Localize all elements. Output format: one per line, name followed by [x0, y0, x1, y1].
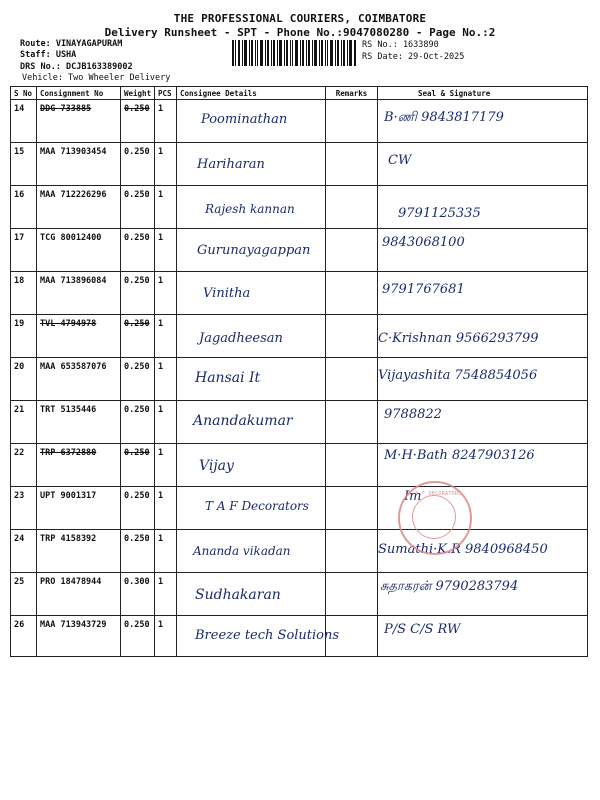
- row-pcs: 1: [155, 143, 177, 186]
- table-header-row: [11, 87, 588, 100]
- row-consignee: [177, 573, 326, 616]
- row-consignment: TRT 5135446: [37, 401, 121, 444]
- table-row: [11, 315, 588, 358]
- table-row: [11, 616, 588, 657]
- consignee-name: Anandakumar: [193, 413, 293, 429]
- receiver-signature: 9788822: [384, 407, 442, 422]
- receiver-signature: P/S C/S RW: [384, 622, 461, 637]
- row-sno: 23: [11, 487, 37, 530]
- row-seal: [378, 315, 588, 358]
- row-consignee: [177, 143, 326, 186]
- row-pcs: 1: [155, 229, 177, 272]
- row-consignment: MAA 713896084: [37, 272, 121, 315]
- row-pcs: 1: [155, 487, 177, 530]
- table-row: [11, 573, 588, 616]
- header-weight: Weight: [121, 87, 155, 100]
- runsheet-title: THE PROFESSIONAL COURIERS, COIMBATORE: [173, 12, 427, 25]
- row-seal: [378, 358, 588, 401]
- row-consignment: MAA 713903454: [37, 143, 121, 186]
- row-consignment: UPT 9001317: [37, 487, 121, 530]
- table-row: [11, 229, 588, 272]
- row-sno: 17: [11, 229, 37, 272]
- row-weight: 0.250: [121, 186, 155, 229]
- table-row: [11, 530, 588, 573]
- consignee-name: Jagadheesan: [199, 331, 283, 346]
- runsheet-table: [10, 86, 588, 657]
- row-consignee: [177, 401, 326, 444]
- row-weight: 0.250: [121, 530, 155, 573]
- receiver-signature: CW: [388, 153, 412, 168]
- row-weight: 0.250: [121, 358, 155, 401]
- receiver-signature: Im: [404, 489, 422, 504]
- row-remarks: [326, 530, 378, 573]
- consignee-name: Hansai It: [195, 370, 261, 386]
- receiver-signature: 9791125335: [398, 206, 481, 221]
- row-pcs: 1: [155, 444, 177, 487]
- row-weight: 0.300: [121, 573, 155, 616]
- row-pcs: 1: [155, 186, 177, 229]
- table-row: [11, 358, 588, 401]
- row-remarks: [326, 487, 378, 530]
- row-consignment: MAA 653587076: [37, 358, 121, 401]
- row-consignee: [177, 186, 326, 229]
- row-weight: 0.250: [121, 315, 155, 358]
- row-seal: [378, 444, 588, 487]
- row-seal: [378, 186, 588, 229]
- row-pcs: 1: [155, 616, 177, 657]
- row-remarks: [326, 573, 378, 616]
- table-row: [11, 487, 588, 530]
- row-pcs: 1: [155, 358, 177, 401]
- receiver-signature: 9791767681: [382, 282, 465, 297]
- header-consignment: Consignment No: [37, 87, 121, 100]
- row-weight: 0.250: [121, 616, 155, 657]
- receiver-signature: C·Krishnan 9566293799: [378, 331, 539, 346]
- row-sno: 18: [11, 272, 37, 315]
- row-consignment: TRP 4158392: [37, 530, 121, 573]
- header-pcs: PCS: [155, 87, 177, 100]
- row-remarks: [326, 272, 378, 315]
- row-weight: 0.250: [121, 487, 155, 530]
- row-remarks: [326, 100, 378, 143]
- row-sno: 19: [11, 315, 37, 358]
- row-consignment: PRO 18478944: [37, 573, 121, 616]
- header-consignee: Consignee Details: [177, 87, 326, 100]
- row-seal: [378, 616, 588, 657]
- row-sno: 25: [11, 573, 37, 616]
- receiver-signature: M·H·Bath 8247903126: [384, 448, 535, 463]
- row-consignee: [177, 616, 340, 657]
- row-consignee: [177, 444, 326, 487]
- row-remarks: [326, 186, 378, 229]
- header-remarks: Remarks: [326, 87, 378, 100]
- row-weight: 0.250: [121, 143, 155, 186]
- row-pcs: 1: [155, 573, 177, 616]
- consignee-name: Poominathan: [201, 112, 288, 127]
- row-consignment: TCG 80012400: [37, 229, 121, 272]
- runsheet-table-wrap: [10, 86, 587, 646]
- row-weight: 0.250: [121, 444, 155, 487]
- drs-number: DRS No.: DCJB163389002: [20, 62, 133, 72]
- row-sno: 15: [11, 143, 37, 186]
- row-consignment: MAA 712226296: [37, 186, 121, 229]
- row-weight: 0.250: [121, 401, 155, 444]
- consignee-name: Hariharan: [197, 157, 265, 172]
- row-seal: [378, 272, 588, 315]
- row-sno: 21: [11, 401, 37, 444]
- row-seal: [378, 143, 588, 186]
- receiver-signature: Sumathi·K.R 9840968450: [378, 542, 548, 557]
- row-pcs: 1: [155, 530, 177, 573]
- row-consignment: MAA 713943729: [37, 616, 121, 657]
- staff-label: Staff: USHA: [20, 50, 77, 60]
- row-seal: [378, 401, 588, 444]
- receiver-signature: Vijayashita 7548854056: [378, 368, 538, 383]
- decorators-seal: [398, 481, 472, 555]
- table-row: [11, 272, 588, 315]
- row-remarks: [326, 358, 378, 401]
- row-consignee: [177, 100, 326, 143]
- row-weight: 0.250: [121, 229, 155, 272]
- row-weight: 0.250: [121, 272, 155, 315]
- row-consignee: [177, 530, 326, 573]
- receiver-signature: சுதாகரன் 9790283794: [380, 579, 519, 594]
- table-row: [11, 401, 588, 444]
- row-sno: 22: [11, 444, 37, 487]
- row-pcs: 1: [155, 315, 177, 358]
- row-pcs: 1: [155, 100, 177, 143]
- route-label: Route: VINAYAGAPURAM: [20, 39, 123, 49]
- table-row: [11, 143, 588, 186]
- row-consignment: TVL 4794978: [37, 315, 121, 358]
- seal-text: T A F DECORATORS: [408, 491, 462, 497]
- row-consignee: [177, 315, 326, 358]
- row-consignee: [177, 272, 326, 315]
- row-sno: 20: [11, 358, 37, 401]
- row-seal: [378, 229, 588, 272]
- consignee-name: Vijay: [199, 458, 234, 474]
- consignee-name: Gurunayagappan: [197, 243, 311, 258]
- row-sno: 24: [11, 530, 37, 573]
- row-pcs: 1: [155, 272, 177, 315]
- runsheet-subtitle: Delivery Runsheet - SPT - Phone No.:9047080280 - Page No.:2: [104, 26, 496, 39]
- row-remarks: [326, 444, 378, 487]
- rs-number: RS No.: 1633890: [362, 40, 439, 50]
- consignee-name: Ananda vikadan: [193, 544, 291, 558]
- row-remarks: [326, 229, 378, 272]
- header-sno: S No: [11, 87, 37, 100]
- row-sno: 14: [11, 100, 37, 143]
- row-consignment: DDG 733885: [37, 100, 121, 143]
- row-consignee: [177, 229, 326, 272]
- rs-date: RS Date: 29-Oct-2025: [362, 52, 465, 62]
- receiver-signature: 9843068100: [382, 235, 465, 250]
- row-remarks: [326, 401, 378, 444]
- row-sno: 26: [11, 616, 37, 657]
- row-pcs: 1: [155, 401, 177, 444]
- row-consignee: [177, 358, 326, 401]
- header-seal: Seal & Signature: [378, 87, 588, 100]
- row-remarks: [326, 143, 378, 186]
- row-weight: 0.250: [121, 100, 155, 143]
- row-consignee: [177, 487, 326, 530]
- consignee-name: Vinitha: [203, 286, 251, 301]
- row-consignment: TRP 6372880: [37, 444, 121, 487]
- row-sno: 16: [11, 186, 37, 229]
- row-remarks: [326, 315, 378, 358]
- consignee-name: Breeze tech Solutions: [195, 628, 340, 643]
- vehicle-label: Vehicle: Two Wheeler Delivery: [22, 73, 171, 83]
- receiver-signature: B·ணி 9843817179: [384, 110, 504, 125]
- row-seal: [378, 573, 588, 616]
- consignee-name: Sudhakaran: [195, 587, 281, 603]
- table-row: [11, 444, 588, 487]
- consignee-name: Rajesh kannan: [205, 202, 295, 216]
- barcode: [232, 40, 356, 66]
- row-seal: [378, 100, 588, 143]
- table-row: [11, 100, 588, 143]
- consignee-name: T A F Decorators: [205, 499, 309, 513]
- table-row: [11, 186, 588, 229]
